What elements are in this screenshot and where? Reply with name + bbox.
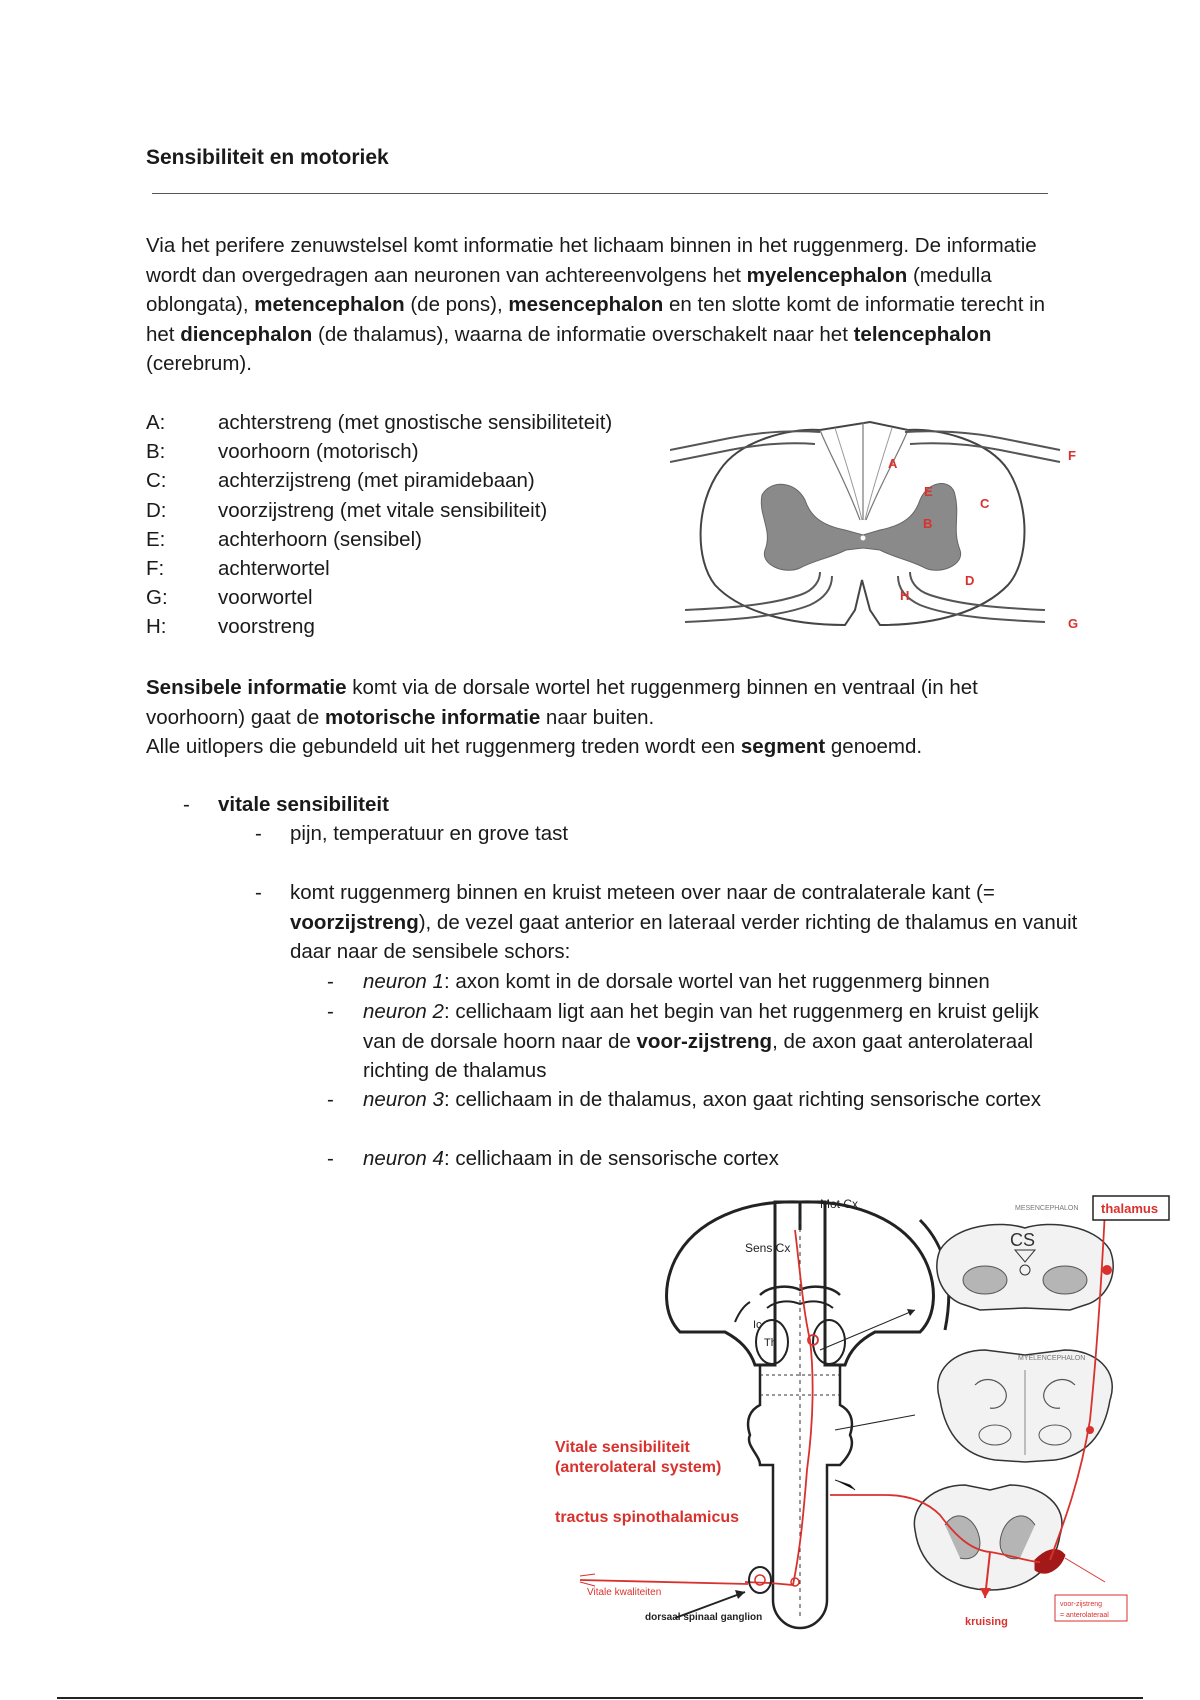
anterolateraal-label: = anterolateraal — [1060, 1612, 1109, 1619]
legend-item: A: achterstreng (met gnostische sensibiliteteit) — [146, 411, 613, 434]
mot-cx-label: Mot Cx — [820, 1197, 859, 1211]
myelencephalon-label: MYELENCEPHALON — [1018, 1355, 1086, 1362]
page-title: Sensibiliteit en motoriek — [146, 146, 389, 169]
neuron-1-item: neuron 1: axon komt in de dorsale wortel van het ruggenmerg binnen — [363, 970, 990, 993]
th-label: Th — [764, 1337, 777, 1349]
label-H: H — [900, 588, 910, 603]
label-D: D — [965, 573, 975, 588]
sub-bullet-dash: - — [255, 881, 262, 904]
ic-label: Ic — [753, 1319, 762, 1331]
label-B: B — [923, 516, 933, 531]
legend-item: D: voorzijstreng (met vitale sensibiliteit) — [146, 498, 548, 522]
neuron-2-item: neuron 2: cellichaam ligt aan het begin van het ruggenmerg en kruist gelijk van de dorsale hoorn naar de voor-zijstreng, de axon gaat anterolateraal richting de thalamus — [363, 1000, 1039, 1082]
legend-item: E: achterhoorn (sensibel) — [146, 527, 422, 551]
sensory-motor-paragraph: Sensibele informatie komt via de dorsale wortel het ruggenmerg binnen en ventraal (in het voorhoorn) gaat de motorische informatie naar buiten. Alle uitlopers die gebundeld uit het ruggenmerg treden wordt een segment genoemd. — [146, 676, 978, 758]
intro-paragraph: Via het perifere zenuwstelsel komt informatie het lichaam binnen in het ruggenmerg. De informatie wordt dan overgedragen aan neuronen van achtereenvolgens het myelencephalon (medulla oblongata), metencephalon (de pons), mesencephalon en ten slotte komt de informatie terecht in het diencephalon (de thalamus), waarna de informatie overschakelt naar het telencephalon (cerebrum). — [146, 234, 1046, 375]
neuron-dash: - — [327, 1088, 334, 1111]
neuron-dash: - — [327, 970, 334, 993]
legend-item: F: achterwortel — [146, 557, 330, 581]
neuron-4-item: neuron 4: cellichaam in de sensorische cortex — [363, 1147, 779, 1170]
label-G: G — [1068, 616, 1079, 631]
spinal-cord-legend — [146, 408, 612, 642]
sub-bullet-pijn: pijn, temperatuur en grove tast — [290, 822, 569, 845]
label-C: C — [980, 496, 990, 511]
legend-item: B: voorhoorn (motorisch) — [146, 440, 419, 464]
dorsal-root-ganglion — [749, 1567, 771, 1593]
sub-bullet-dash: - — [255, 822, 262, 845]
spinal-cord-cross-section-figure — [670, 400, 1090, 645]
bullet-vitale-sensibiliteit: vitale sensibiliteit — [218, 793, 389, 816]
title-divider — [152, 193, 1048, 194]
footer-divider — [57, 1697, 1143, 1699]
kruising-label: kruising — [965, 1616, 1008, 1628]
legend-item: H: voorstreng — [146, 615, 315, 639]
cs-label: CS — [1010, 1230, 1036, 1250]
vitale-kwaliteiten-label: Vitale kwaliteiten — [587, 1587, 662, 1598]
legend-item: G: voorwortel — [146, 586, 313, 610]
tractus-label: tractus spinothalamicus — [555, 1509, 740, 1526]
neuron-3-item: neuron 3: cellichaam in de thalamus, axon gaat richting sensorische cortex — [363, 1088, 1042, 1111]
thalamus-label: thalamus — [1101, 1201, 1159, 1216]
central-canal — [861, 536, 866, 541]
label-F: F — [1068, 448, 1076, 463]
sens-cx-label: Sens Cx — [745, 1241, 791, 1255]
neuron-dash: - — [327, 1147, 334, 1170]
voorzijstreng-label: voor-zijstreng — [1060, 1601, 1103, 1608]
bullet-dash: - — [183, 793, 190, 816]
ganglion-label: dorsaal spinaal ganglion — [645, 1612, 763, 1623]
legend-item: C: achterzijstreng (met piramidebaan) — [146, 469, 535, 493]
anterolateral-system-label: (anterolateral system) — [555, 1459, 722, 1476]
right-hemisphere — [800, 1202, 933, 1365]
label-A: A — [888, 456, 898, 471]
mesencephalon-label: MESENCEPHALON — [1015, 1205, 1079, 1212]
left-hemisphere — [667, 1202, 800, 1365]
label-E: E — [924, 484, 933, 499]
anterolateral-system-figure — [545, 1190, 1175, 1640]
neuron-dash: - — [327, 1000, 334, 1023]
vitale-sensibiliteit-label: Vitale sensibiliteit — [555, 1439, 690, 1456]
sub-bullet-ruggenmerg: komt ruggenmerg binnen en kruist meteen over naar de contralaterale kant (= voorzijstreng), de vezel gaat anterior en lateraal verder richting de thalamus en vanuit daar naar de sensibele schors: — [290, 881, 1078, 963]
